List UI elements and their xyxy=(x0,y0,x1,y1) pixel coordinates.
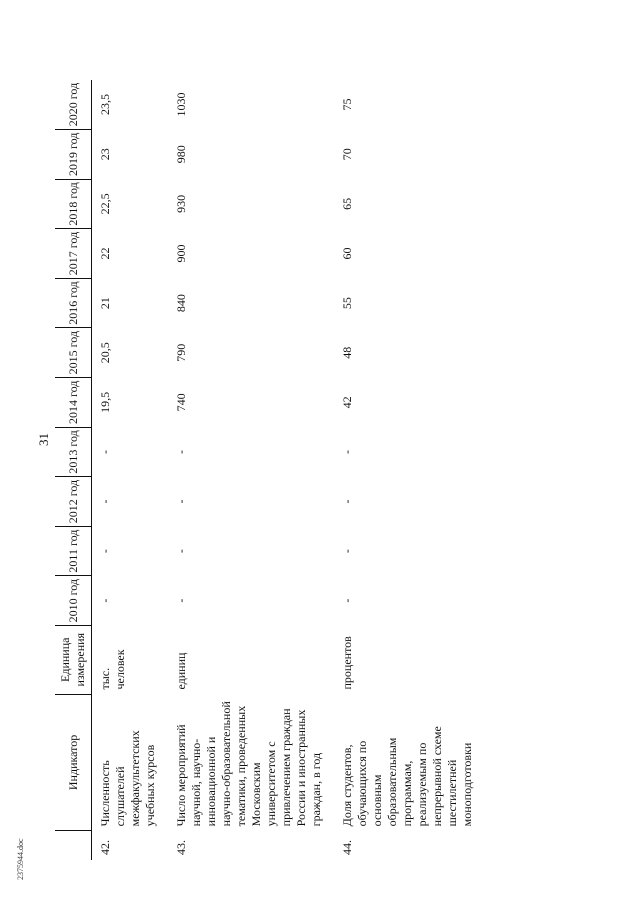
row-value-2019: 23 xyxy=(98,148,112,161)
row-value-2011: - xyxy=(340,549,354,554)
row-number: 43. xyxy=(174,840,188,855)
indicator-table xyxy=(55,80,485,860)
header-year-2010: 2010 год xyxy=(55,576,92,626)
row-indicator: Доля студентов, обучающихся по основным образовательным программам, реализуемым по непрерывной схеме шестилетней моноподготовки xyxy=(340,726,474,827)
row-indicator: Число мероприятий научной, научно-инновационной и научно-образовательной тематики, проведенных Московским университетом с привлечением граждан России и иностранных граждан, в год xyxy=(174,701,323,827)
row-value-2015: 20,5 xyxy=(98,342,112,364)
row-number: 42. xyxy=(98,840,112,855)
header-year-2014: 2014 год xyxy=(55,378,92,428)
row-value-2014: 19,5 xyxy=(98,391,112,413)
row-value-2013: - xyxy=(98,449,112,454)
row-value-2016: 55 xyxy=(340,297,354,310)
row-value-2013: - xyxy=(174,449,188,454)
row-value-2011: - xyxy=(174,549,188,554)
row-value-2012: - xyxy=(174,499,188,504)
row-value-2018: 22,5 xyxy=(98,193,112,215)
row-unit: единиц xyxy=(174,652,188,690)
row-value-2016: 21 xyxy=(98,297,112,310)
row-value-2020: 1030 xyxy=(174,92,188,117)
row-value-2019: 70 xyxy=(340,148,354,161)
row-value-2018: 65 xyxy=(340,197,354,210)
row-value-2014: 740 xyxy=(174,393,188,412)
header-year-2011: 2011 год xyxy=(55,526,92,576)
header-year-2019: 2019 год xyxy=(55,130,92,180)
row-value-2020: 23,5 xyxy=(98,94,112,115)
row-value-2010: - xyxy=(340,598,354,603)
header-indicator: Индикатор xyxy=(55,694,92,831)
row-value-2016: 840 xyxy=(174,294,188,313)
row-value-2010: - xyxy=(98,598,112,603)
row-value-2011: - xyxy=(98,549,112,554)
table-row xyxy=(334,80,485,860)
row-value-2017: 22 xyxy=(98,247,112,260)
page-number: 31 xyxy=(36,433,51,446)
indicator-table-container xyxy=(55,80,593,860)
row-indicator: Численность слушателей межфакультетских учебных курсов xyxy=(98,730,157,827)
row-value-2013: - xyxy=(340,449,354,454)
header-year-2013: 2013 год xyxy=(55,427,92,477)
row-unit: тыс. человек xyxy=(98,649,127,690)
row-value-2020: 75 xyxy=(340,98,354,111)
row-number: 44. xyxy=(340,840,354,855)
table-row xyxy=(92,80,169,860)
header-year-2016: 2016 год xyxy=(55,278,92,328)
row-value-2014: 42 xyxy=(340,396,354,409)
table-header-row xyxy=(55,80,92,860)
header-number xyxy=(55,831,92,860)
row-value-2010: - xyxy=(174,598,188,603)
header-year-2017: 2017 год xyxy=(55,229,92,279)
row-value-2015: 48 xyxy=(340,346,354,359)
row-value-2015: 790 xyxy=(174,343,188,362)
header-year-2012: 2012 год xyxy=(55,477,92,527)
table-row xyxy=(168,80,334,860)
row-value-2018: 930 xyxy=(174,194,188,213)
row-unit: процентов xyxy=(340,636,354,690)
header-unit: Единица измерения xyxy=(55,625,92,694)
header-year-2015: 2015 год xyxy=(55,328,92,378)
row-value-2012: - xyxy=(340,499,354,504)
header-year-2020: 2020 год xyxy=(55,80,92,130)
document-code: 2375944.doc xyxy=(16,838,25,880)
header-year-2018: 2018 год xyxy=(55,179,92,229)
row-value-2012: - xyxy=(98,499,112,504)
row-value-2017: 60 xyxy=(340,247,354,260)
row-value-2017: 900 xyxy=(174,244,188,263)
row-value-2019: 980 xyxy=(174,145,188,164)
